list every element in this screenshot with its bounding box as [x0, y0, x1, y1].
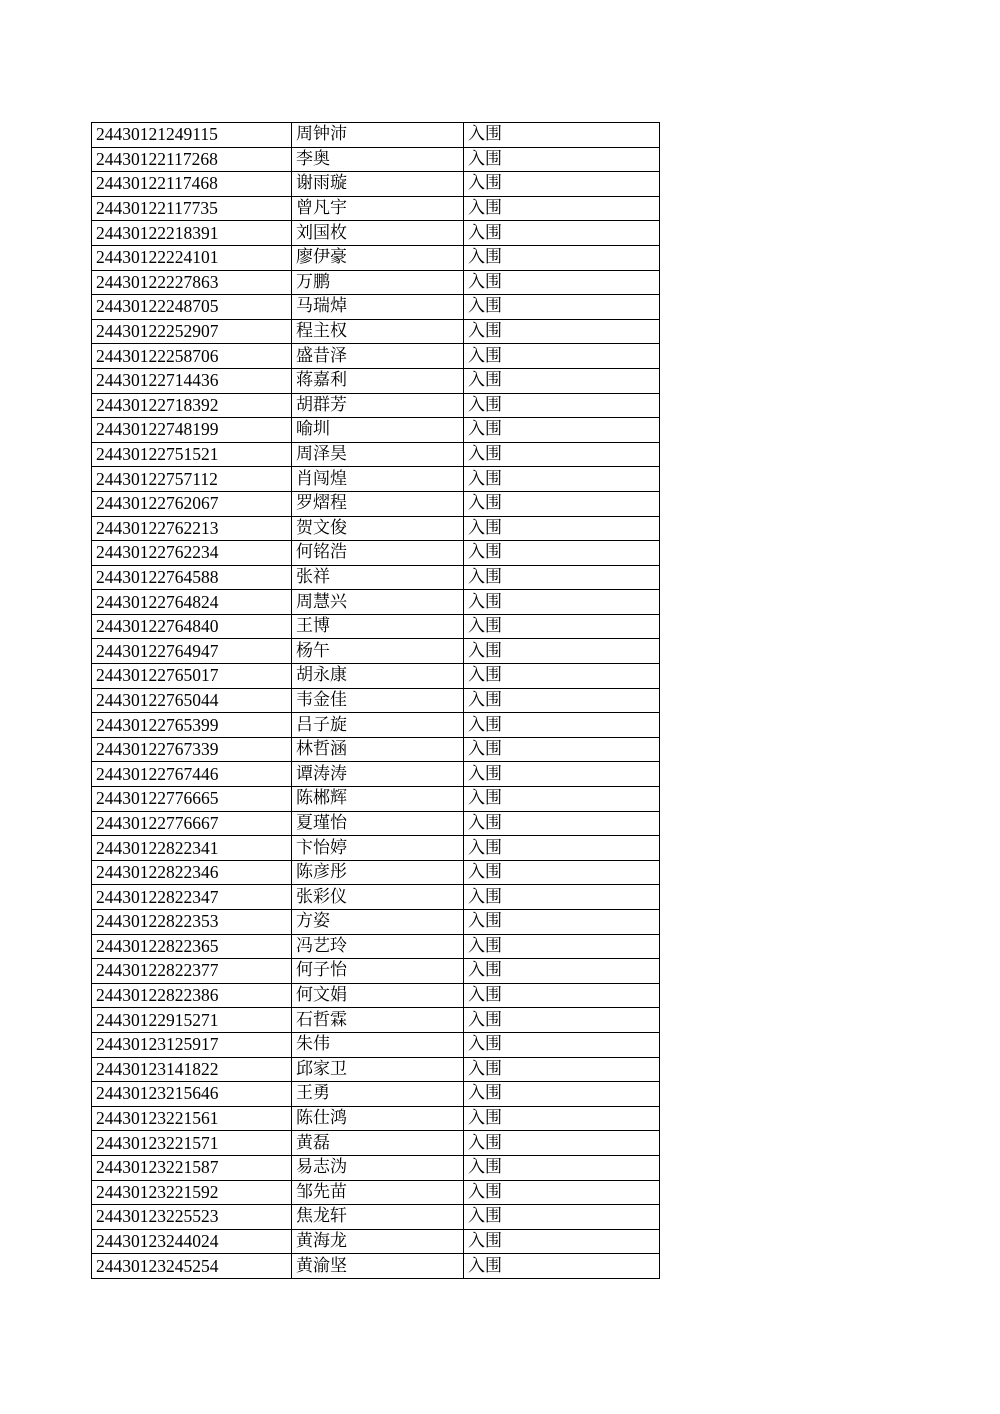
candidate-name-cell: 杨午	[292, 639, 464, 664]
candidate-status-cell: 入围	[464, 147, 660, 172]
candidate-id-cell: 24430123245254	[92, 1254, 292, 1279]
table-row	[92, 123, 660, 148]
table-row	[92, 319, 660, 344]
table-row	[92, 245, 660, 270]
candidate-name-cell: 黄渝坚	[292, 1254, 464, 1279]
candidate-name-cell: 贺文俊	[292, 516, 464, 541]
candidate-status-cell: 入围	[464, 1008, 660, 1033]
candidate-id-cell: 24430122218391	[92, 221, 292, 246]
table-row	[92, 1082, 660, 1107]
candidate-status-cell: 入围	[464, 491, 660, 516]
table-row	[92, 516, 660, 541]
candidate-name-cell: 胡群芳	[292, 393, 464, 418]
candidate-status-cell: 入围	[464, 1082, 660, 1107]
table-row	[92, 639, 660, 664]
table-row	[92, 467, 660, 492]
candidate-status-cell: 入围	[464, 787, 660, 812]
candidate-name-cell: 冯艺玲	[292, 934, 464, 959]
table-row	[92, 860, 660, 885]
candidate-name-cell: 陈彦彤	[292, 860, 464, 885]
candidate-name-cell: 邹先苗	[292, 1180, 464, 1205]
table-row	[92, 811, 660, 836]
candidate-name-cell: 盛昔泽	[292, 344, 464, 369]
table-row	[92, 393, 660, 418]
candidate-status-cell: 入围	[464, 467, 660, 492]
candidate-name-cell: 何子怡	[292, 959, 464, 984]
results-table	[91, 122, 660, 1279]
candidate-id-cell: 24430122776665	[92, 787, 292, 812]
candidate-id-cell: 24430122765017	[92, 664, 292, 689]
table-row	[92, 270, 660, 295]
table-row	[92, 1131, 660, 1156]
table-row	[92, 1254, 660, 1279]
candidate-status-cell: 入围	[464, 344, 660, 369]
candidate-name-cell: 谢雨璇	[292, 172, 464, 197]
candidate-status-cell: 入围	[464, 368, 660, 393]
candidate-id-cell: 24430123221561	[92, 1106, 292, 1131]
table-row	[92, 442, 660, 467]
table-row	[92, 1229, 660, 1254]
candidate-status-cell: 入围	[464, 196, 660, 221]
candidate-status-cell: 入围	[464, 1057, 660, 1082]
table-row	[92, 614, 660, 639]
candidate-name-cell: 焦龙轩	[292, 1205, 464, 1230]
candidate-name-cell: 周钟沛	[292, 123, 464, 148]
candidate-name-cell: 曾凡宇	[292, 196, 464, 221]
candidate-name-cell: 周慧兴	[292, 590, 464, 615]
candidate-status-cell: 入围	[464, 934, 660, 959]
table-row	[92, 885, 660, 910]
candidate-id-cell: 24430122822365	[92, 934, 292, 959]
table-row	[92, 147, 660, 172]
candidate-id-cell: 24430122117468	[92, 172, 292, 197]
table-row	[92, 737, 660, 762]
candidate-name-cell: 张祥	[292, 565, 464, 590]
candidate-id-cell: 24430122764947	[92, 639, 292, 664]
candidate-status-cell: 入围	[464, 885, 660, 910]
table-row	[92, 418, 660, 443]
table-row	[92, 934, 660, 959]
candidate-status-cell: 入围	[464, 123, 660, 148]
candidate-id-cell: 24430122748199	[92, 418, 292, 443]
candidate-name-cell: 何铭浩	[292, 541, 464, 566]
table-row	[92, 664, 660, 689]
candidate-status-cell: 入围	[464, 1229, 660, 1254]
candidate-status-cell: 入围	[464, 688, 660, 713]
candidate-status-cell: 入围	[464, 1106, 660, 1131]
candidate-id-cell: 24430123221592	[92, 1180, 292, 1205]
candidate-status-cell: 入围	[464, 245, 660, 270]
candidate-id-cell: 24430122765399	[92, 713, 292, 738]
candidate-name-cell: 喻圳	[292, 418, 464, 443]
candidate-status-cell: 入围	[464, 614, 660, 639]
candidate-name-cell: 易志沩	[292, 1155, 464, 1180]
candidate-status-cell: 入围	[464, 541, 660, 566]
candidate-status-cell: 入围	[464, 418, 660, 443]
candidate-id-cell: 24430122252907	[92, 319, 292, 344]
candidate-name-cell: 张彩仪	[292, 885, 464, 910]
candidate-name-cell: 夏瑾怡	[292, 811, 464, 836]
candidate-name-cell: 陈仕鸿	[292, 1106, 464, 1131]
candidate-status-cell: 入围	[464, 836, 660, 861]
candidate-status-cell: 入围	[464, 393, 660, 418]
candidate-status-cell: 入围	[464, 319, 660, 344]
candidate-status-cell: 入围	[464, 860, 660, 885]
candidate-id-cell: 24430122822341	[92, 836, 292, 861]
candidate-status-cell: 入围	[464, 639, 660, 664]
candidate-name-cell: 蒋嘉利	[292, 368, 464, 393]
candidate-id-cell: 24430122751521	[92, 442, 292, 467]
candidate-status-cell: 入围	[464, 1155, 660, 1180]
candidate-status-cell: 入围	[464, 737, 660, 762]
candidate-id-cell: 24430122822347	[92, 885, 292, 910]
table-row	[92, 172, 660, 197]
candidate-status-cell: 入围	[464, 590, 660, 615]
candidate-id-cell: 24430122258706	[92, 344, 292, 369]
candidate-name-cell: 马瑞焯	[292, 295, 464, 320]
candidate-id-cell: 24430123215646	[92, 1082, 292, 1107]
table-body	[92, 123, 660, 1279]
candidate-name-cell: 卞怡婷	[292, 836, 464, 861]
candidate-id-cell: 24430122248705	[92, 295, 292, 320]
candidate-status-cell: 入围	[464, 295, 660, 320]
candidate-id-cell: 24430123244024	[92, 1229, 292, 1254]
table-row	[92, 1032, 660, 1057]
candidate-name-cell: 吕子旋	[292, 713, 464, 738]
table-row	[92, 1155, 660, 1180]
candidate-status-cell: 入围	[464, 516, 660, 541]
candidate-name-cell: 肖闯煌	[292, 467, 464, 492]
table-row	[92, 762, 660, 787]
candidate-id-cell: 24430122117268	[92, 147, 292, 172]
candidate-name-cell: 林哲涵	[292, 737, 464, 762]
candidate-id-cell: 24430121249115	[92, 123, 292, 148]
candidate-status-cell: 入围	[464, 1131, 660, 1156]
candidate-name-cell: 石哲霖	[292, 1008, 464, 1033]
table-row	[92, 787, 660, 812]
candidate-status-cell: 入围	[464, 442, 660, 467]
candidate-id-cell: 24430122915271	[92, 1008, 292, 1033]
candidate-status-cell: 入围	[464, 1254, 660, 1279]
candidate-name-cell: 谭涛涛	[292, 762, 464, 787]
candidate-id-cell: 24430122714436	[92, 368, 292, 393]
candidate-name-cell: 李奥	[292, 147, 464, 172]
candidate-name-cell: 胡永康	[292, 664, 464, 689]
candidate-name-cell: 廖伊豪	[292, 245, 464, 270]
candidate-id-cell: 24430122822377	[92, 959, 292, 984]
candidate-status-cell: 入围	[464, 713, 660, 738]
candidate-id-cell: 24430122762213	[92, 516, 292, 541]
candidate-name-cell: 方姿	[292, 910, 464, 935]
candidate-status-cell: 入围	[464, 664, 660, 689]
candidate-name-cell: 万鹏	[292, 270, 464, 295]
table-row	[92, 221, 660, 246]
candidate-id-cell: 24430123221587	[92, 1155, 292, 1180]
candidate-status-cell: 入围	[464, 172, 660, 197]
candidate-name-cell: 刘国枚	[292, 221, 464, 246]
candidate-id-cell: 24430122764824	[92, 590, 292, 615]
table-row	[92, 910, 660, 935]
candidate-status-cell: 入围	[464, 762, 660, 787]
candidate-status-cell: 入围	[464, 1205, 660, 1230]
table-row	[92, 295, 660, 320]
candidate-status-cell: 入围	[464, 811, 660, 836]
candidate-name-cell: 陈郴辉	[292, 787, 464, 812]
table-row	[92, 491, 660, 516]
table-row	[92, 983, 660, 1008]
candidate-status-cell: 入围	[464, 959, 660, 984]
candidate-id-cell: 24430123141822	[92, 1057, 292, 1082]
candidate-id-cell: 24430122117735	[92, 196, 292, 221]
table-row	[92, 344, 660, 369]
candidate-name-cell: 朱伟	[292, 1032, 464, 1057]
candidate-name-cell: 程主权	[292, 319, 464, 344]
candidate-name-cell: 王勇	[292, 1082, 464, 1107]
candidate-id-cell: 24430122227863	[92, 270, 292, 295]
table-row	[92, 541, 660, 566]
table-row	[92, 1205, 660, 1230]
candidate-id-cell: 24430122822346	[92, 860, 292, 885]
candidate-id-cell: 24430122767446	[92, 762, 292, 787]
candidate-status-cell: 入围	[464, 983, 660, 1008]
candidate-id-cell: 24430122767339	[92, 737, 292, 762]
table-row	[92, 590, 660, 615]
candidate-id-cell: 24430122822353	[92, 910, 292, 935]
candidate-id-cell: 24430123225523	[92, 1205, 292, 1230]
candidate-status-cell: 入围	[464, 565, 660, 590]
table-row	[92, 713, 660, 738]
candidate-name-cell: 黄磊	[292, 1131, 464, 1156]
candidate-status-cell: 入围	[464, 1180, 660, 1205]
candidate-name-cell: 王博	[292, 614, 464, 639]
candidate-id-cell: 24430122764840	[92, 614, 292, 639]
table-row	[92, 1180, 660, 1205]
candidate-status-cell: 入围	[464, 270, 660, 295]
candidate-id-cell: 24430122764588	[92, 565, 292, 590]
candidate-status-cell: 入围	[464, 221, 660, 246]
candidate-status-cell: 入围	[464, 910, 660, 935]
table-row	[92, 196, 660, 221]
table-row	[92, 688, 660, 713]
candidate-id-cell: 24430122224101	[92, 245, 292, 270]
table-row	[92, 1008, 660, 1033]
candidate-id-cell: 24430122762234	[92, 541, 292, 566]
candidate-name-cell: 罗熠程	[292, 491, 464, 516]
candidate-id-cell: 24430122822386	[92, 983, 292, 1008]
candidate-id-cell: 24430122757112	[92, 467, 292, 492]
candidate-id-cell: 24430123221571	[92, 1131, 292, 1156]
candidate-id-cell: 24430123125917	[92, 1032, 292, 1057]
table-row	[92, 836, 660, 861]
candidate-name-cell: 周泽昊	[292, 442, 464, 467]
table-row	[92, 959, 660, 984]
candidate-name-cell: 黄海龙	[292, 1229, 464, 1254]
table-row	[92, 368, 660, 393]
candidate-name-cell: 韦金佳	[292, 688, 464, 713]
candidate-id-cell: 24430122765044	[92, 688, 292, 713]
candidate-status-cell: 入围	[464, 1032, 660, 1057]
candidate-id-cell: 24430122718392	[92, 393, 292, 418]
candidate-id-cell: 24430122762067	[92, 491, 292, 516]
table-row	[92, 1057, 660, 1082]
table-row	[92, 565, 660, 590]
candidate-id-cell: 24430122776667	[92, 811, 292, 836]
table-row	[92, 1106, 660, 1131]
candidate-name-cell: 邱家卫	[292, 1057, 464, 1082]
candidate-name-cell: 何文娟	[292, 983, 464, 1008]
